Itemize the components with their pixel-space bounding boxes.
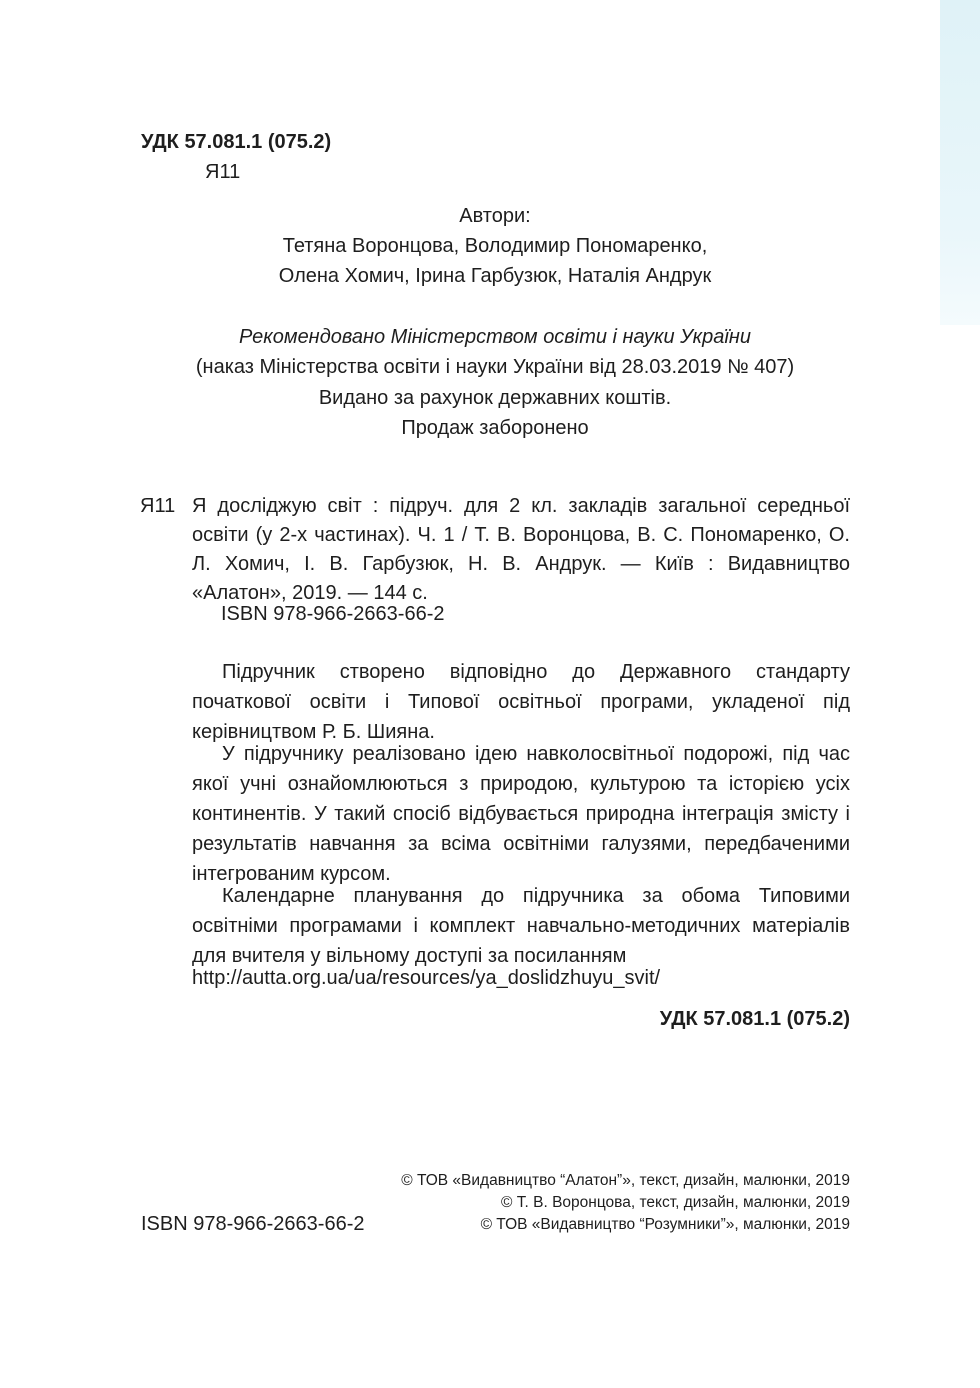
- recommendation-line-1: Рекомендовано Міністерством освіти і науки України: [239, 326, 751, 348]
- library-code-top: Я11: [205, 161, 241, 183]
- bibliographic-isbn: ISBN 978-966-2663-66-2: [221, 603, 445, 625]
- copyright-line-2: © Т. В. Воронцова, текст, дизайн, малюнки, 2019: [501, 1194, 850, 1211]
- recommendation-block: [100, 322, 890, 382]
- authors-line-1: Тетяна Воронцова, Володимир Пономаренко,: [282, 235, 708, 257]
- funding-block: [100, 383, 890, 443]
- authors-line-2: Олена Хомич, Ірина Гарбузюк, Наталія Андрук: [278, 265, 712, 287]
- isbn-footer: ISBN 978-966-2663-66-2: [141, 1213, 365, 1235]
- copyright-line-3: © ТОВ «Видавництво “Розумники”», малюнки, 2019: [480, 1216, 850, 1233]
- udk-code-bottom: УДК 57.081.1 (075.2): [659, 1008, 850, 1030]
- funding-line-2: Продаж заборонено: [401, 417, 589, 439]
- annotation-paragraph-3: Календарне планування до підручника за обома Типовими освітніми програмами і комплект навчально-методичних матеріалів для вчителя у вільному доступі за посиланням: [192, 885, 850, 967]
- udk-code-top: УДК 57.081.1 (075.2): [141, 131, 332, 153]
- bibliographic-code: Я11: [140, 495, 176, 517]
- annotation-paragraph-1: Підручник створено відповідно до Державного стандарту початкової освіти і Типової освітньої програми, укладеної під керівництвом Р. Б. Шияна.: [192, 661, 850, 743]
- page-edge-decoration: [940, 0, 980, 325]
- funding-line-1: Видано за рахунок державних коштів.: [318, 387, 672, 409]
- recommendation-line-2: (наказ Міністерства освіти і науки України від 28.03.2019 № 407): [195, 356, 795, 378]
- authors-block: [100, 201, 890, 291]
- authors-label: Автори:: [459, 205, 531, 227]
- copyright-line-1: © ТОВ «Видавництво “Алатон”», текст, дизайн, малюнки, 2019: [401, 1172, 850, 1189]
- annotation-paragraph-2: У підручнику реалізовано ідею навколосвітньої подорожі, під час якої учні ознайомлюються з природою, культурою та історією усіх континентів. У такий спосіб відбувається природна інтеграція змісту і результатів навчання за всіма освітніми галузями, передбаченими інтегрованим курсом.: [192, 743, 850, 885]
- copyright-block: [401, 1170, 850, 1236]
- bibliographic-description: Я досліджую світ : підруч. для 2 кл. закладів загальної середньої освіти (у 2-х частинах). Ч. 1 / Т. В. Воронцова, В. С. Пономаренко, О. Л. Хомич, І. В. Гарбузюк, Н. В. Андрук. — Київ : Видавництво «Алатон», 2019. — 144 с.: [192, 495, 850, 604]
- resources-link[interactable]: http://autta.org.ua/ua/resources/ya_doslidzhuyu_svit/: [192, 967, 661, 989]
